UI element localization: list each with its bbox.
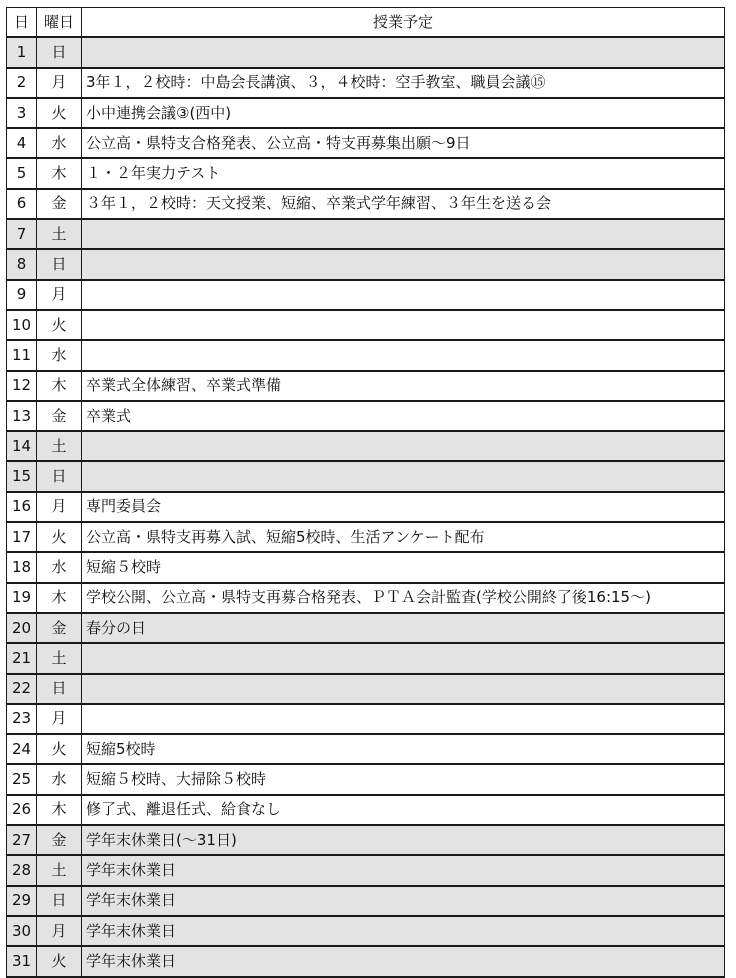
table-row	[7, 219, 725, 249]
plan-cell: 学年末休業日	[82, 916, 725, 946]
plan-cell: 卒業式全体練習、卒業式準備	[82, 371, 725, 401]
day-cell: 26	[7, 795, 37, 825]
table-row	[7, 825, 725, 855]
table-row	[7, 461, 725, 491]
day-cell: 27	[7, 825, 37, 855]
day-cell: 20	[7, 613, 37, 643]
weekday-cell: 月	[37, 704, 82, 734]
plan-cell	[82, 431, 725, 461]
table-row	[7, 886, 725, 916]
table-row	[7, 613, 725, 643]
plan-cell	[82, 219, 725, 249]
day-cell: 24	[7, 734, 37, 764]
weekday-cell: 金	[37, 401, 82, 431]
weekday-cell: 金	[37, 189, 82, 219]
day-cell: 17	[7, 522, 37, 552]
header-plan: 授業予定	[82, 8, 725, 38]
table-row	[7, 189, 725, 219]
day-cell: 12	[7, 371, 37, 401]
table-row	[7, 583, 725, 613]
plan-cell	[82, 340, 725, 370]
day-cell: 21	[7, 643, 37, 673]
plan-cell	[82, 461, 725, 491]
weekday-cell: 土	[37, 855, 82, 885]
table-row	[7, 37, 725, 67]
weekday-cell: 日	[37, 674, 82, 704]
plan-cell: 春分の日	[82, 613, 725, 643]
weekday-cell: 水	[37, 128, 82, 158]
plan-cell: ３年１，２校時：天文授業、短縮、卒業式学年練習、３年生を送る会	[82, 189, 725, 219]
weekday-cell: 木	[37, 371, 82, 401]
weekday-cell: 日	[37, 249, 82, 279]
table-row	[7, 916, 725, 946]
day-cell: 22	[7, 674, 37, 704]
plan-cell: 学年末休業日	[82, 855, 725, 885]
table-row	[7, 401, 725, 431]
day-cell: 9	[7, 280, 37, 310]
table-row	[7, 431, 725, 461]
weekday-cell: 月	[37, 280, 82, 310]
weekday-cell: 土	[37, 431, 82, 461]
day-cell: 1	[7, 37, 37, 67]
weekday-cell: 水	[37, 552, 82, 582]
weekday-cell: 月	[37, 492, 82, 522]
plan-cell: 3年１，２校時：中島会長講演、３，４校時：空手教室、職員会議⑮	[82, 68, 725, 98]
weekday-cell: 金	[37, 825, 82, 855]
plan-cell: 学年末休業日	[82, 886, 725, 916]
weekday-cell: 月	[37, 68, 82, 98]
table-row	[7, 704, 725, 734]
day-cell: 3	[7, 98, 37, 128]
weekday-cell: 日	[37, 37, 82, 67]
day-cell: 23	[7, 704, 37, 734]
table-row	[7, 764, 725, 794]
day-cell: 10	[7, 310, 37, 340]
day-cell: 5	[7, 158, 37, 188]
table-row	[7, 492, 725, 522]
table-row	[7, 98, 725, 128]
weekday-cell: 土	[37, 219, 82, 249]
table-row	[7, 855, 725, 885]
plan-cell: 短縮５校時	[82, 552, 725, 582]
weekday-cell: 木	[37, 795, 82, 825]
day-cell: 15	[7, 461, 37, 491]
day-cell: 16	[7, 492, 37, 522]
plan-cell: 公立高・県特支再募入試、短縮5校時、生活アンケート配布	[82, 522, 725, 552]
day-cell: 30	[7, 916, 37, 946]
header-day: 日	[7, 8, 37, 38]
day-cell: 4	[7, 128, 37, 158]
day-cell: 31	[7, 946, 37, 976]
weekday-cell: 木	[37, 583, 82, 613]
day-cell: 11	[7, 340, 37, 370]
plan-cell: 短縮５校時、大掃除５校時	[82, 764, 725, 794]
day-cell: 13	[7, 401, 37, 431]
table-row	[7, 643, 725, 673]
plan-cell: 卒業式	[82, 401, 725, 431]
weekday-cell: 日	[37, 886, 82, 916]
table-row	[7, 158, 725, 188]
plan-cell: 小中連携会議③(西中)	[82, 98, 725, 128]
day-cell: 6	[7, 189, 37, 219]
weekday-cell: 土	[37, 643, 82, 673]
day-cell: 28	[7, 855, 37, 885]
plan-cell: 専門委員会	[82, 492, 725, 522]
day-cell: 2	[7, 68, 37, 98]
plan-cell: 公立高・県特支合格発表、公立高・特支再募集出願～9日	[82, 128, 725, 158]
day-cell: 29	[7, 886, 37, 916]
table-row	[7, 340, 725, 370]
plan-cell	[82, 674, 725, 704]
weekday-cell: 日	[37, 461, 82, 491]
weekday-cell: 火	[37, 734, 82, 764]
plan-cell: 学年末休業日	[82, 946, 725, 976]
weekday-cell: 月	[37, 916, 82, 946]
table-row	[7, 68, 725, 98]
day-cell: 18	[7, 552, 37, 582]
table-row	[7, 310, 725, 340]
plan-cell	[82, 37, 725, 67]
header-weekday: 曜日	[37, 8, 82, 38]
weekday-cell: 水	[37, 764, 82, 794]
table-row	[7, 946, 725, 976]
weekday-cell: 火	[37, 98, 82, 128]
table-row	[7, 249, 725, 279]
plan-cell	[82, 249, 725, 279]
plan-cell: 修了式、離退任式、給食なし	[82, 795, 725, 825]
day-cell: 25	[7, 764, 37, 794]
header-row	[7, 8, 725, 38]
weekday-cell: 金	[37, 613, 82, 643]
table-row	[7, 128, 725, 158]
table-row	[7, 734, 725, 764]
plan-cell: 短縮5校時	[82, 734, 725, 764]
weekday-cell: 火	[37, 946, 82, 976]
table-row	[7, 280, 725, 310]
table-row	[7, 552, 725, 582]
table-row	[7, 522, 725, 552]
plan-cell: 学校公開、公立高・県特支再募合格発表、ＰＴＡ会計監査(学校公開終了後16:15～)	[82, 583, 725, 613]
weekday-cell: 火	[37, 522, 82, 552]
table-row	[7, 795, 725, 825]
day-cell: 7	[7, 219, 37, 249]
table-row	[7, 674, 725, 704]
weekday-cell: 火	[37, 310, 82, 340]
day-cell: 14	[7, 431, 37, 461]
weekday-cell: 木	[37, 158, 82, 188]
day-cell: 8	[7, 249, 37, 279]
plan-cell	[82, 310, 725, 340]
plan-cell	[82, 643, 725, 673]
plan-cell: １・２年実力テスト	[82, 158, 725, 188]
table-row	[7, 371, 725, 401]
plan-cell: 学年末休業日(～31日)	[82, 825, 725, 855]
weekday-cell: 水	[37, 340, 82, 370]
plan-cell	[82, 280, 725, 310]
schedule-table	[6, 7, 725, 978]
day-cell: 19	[7, 583, 37, 613]
plan-cell	[82, 704, 725, 734]
